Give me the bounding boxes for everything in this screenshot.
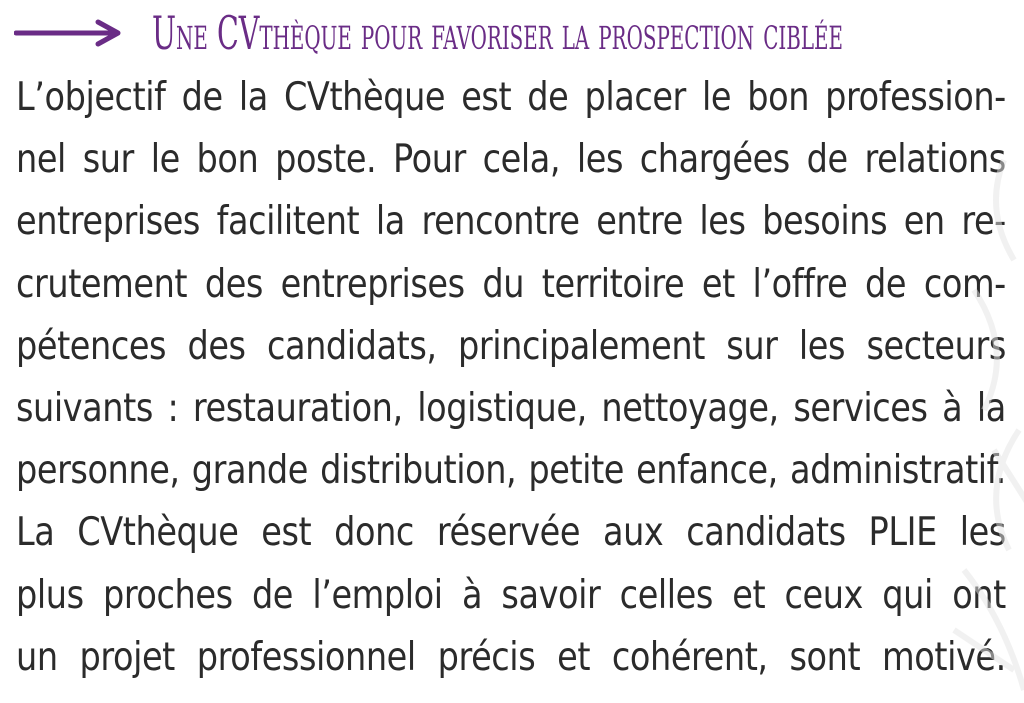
paragraph-line: L’objectif de la CVthèque est de placer le bon profession- <box>16 75 1006 120</box>
arrow-right-icon <box>14 18 124 48</box>
paragraph-line: plus proches de l’emploi à savoir celles et ceux qui ont <box>16 572 1006 618</box>
section-heading <box>14 0 1024 66</box>
paragraph-line: La CVthèque est donc réservée aux candidats PLIE les <box>16 510 1006 556</box>
paragraph-line: nel sur le bon poste. Pour cela, les chargées de relations <box>16 137 1006 183</box>
paragraph <box>16 67 1006 689</box>
paragraph-line: pétences des candidats, principalement sur les secteurs <box>16 323 1006 369</box>
paragraph-line: suivants : restauration, logistique, nettoyage, services à la <box>16 385 1006 431</box>
paragraph-line: un projet professionnel précis et cohérent, sont motivé. <box>16 634 1006 680</box>
paragraph-line: entreprises facilitent la rencontre entre les besoins en re- <box>16 199 1006 245</box>
paragraph-line: personne, grande distribution, petite enfance, administratif. <box>16 448 1006 494</box>
paragraph-line: crutement des entreprises du territoire et l’offre de com- <box>16 261 1006 307</box>
section-title: Une CVthèque pour favoriser la prospection ciblée <box>152 6 843 60</box>
decorative-watermark <box>944 150 1024 703</box>
